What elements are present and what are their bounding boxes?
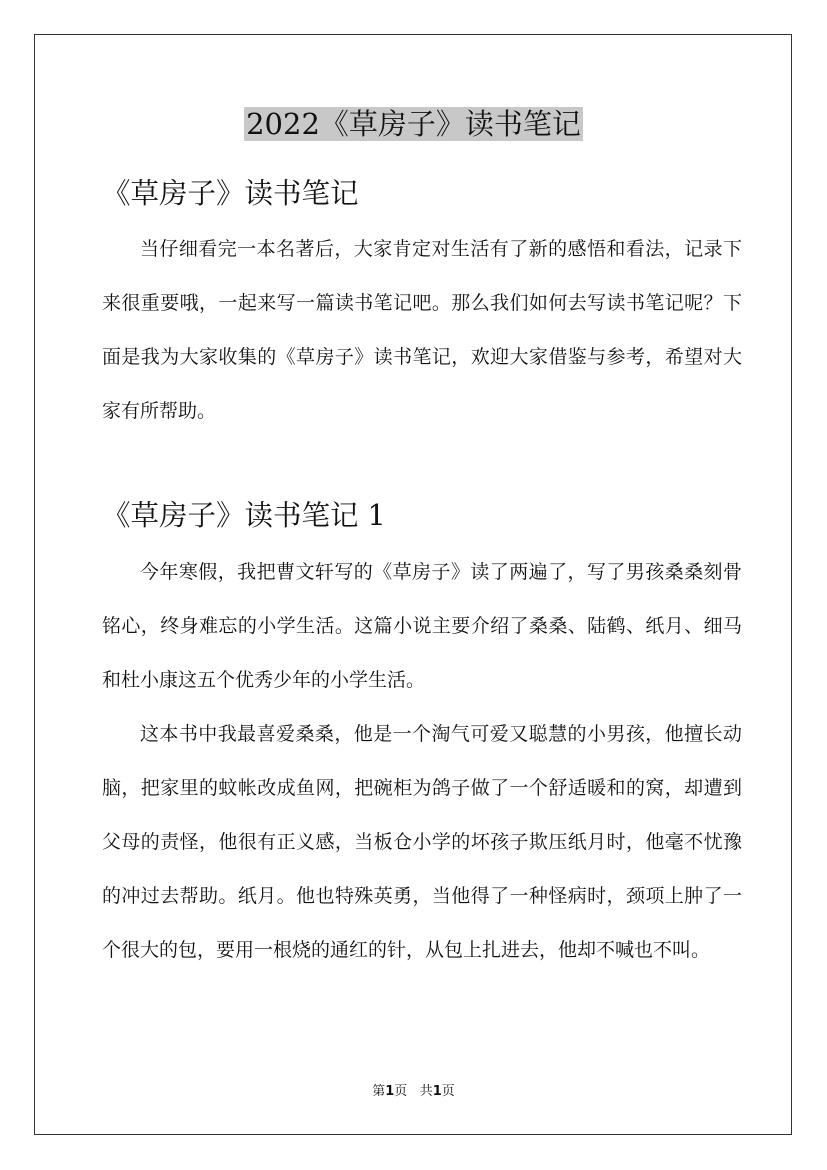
document-title (0, 104, 827, 143)
document-body (102, 174, 742, 977)
footer-page-unit: 页 (394, 1084, 408, 1099)
footer-page-total: 1 (432, 1084, 442, 1099)
section-1-paragraph: 这本书中我最喜爱桑桑，他是一个淘气可爱又聪慧的小男孩，他擅长动脑，把家里的蚊帐改成鱼网，把碗柜为鸽子做了一个舒适暖和的窝，却遭到父母的责怪，他很有正义感，当板仓小学的坏孩子欺压纸月时，他毫不忧豫的冲过去帮助。纸月。他也特殊英勇，当他得了一种怪病时，颈项上肿了一个很大的包，要用一根烧的通红的针，从包上扎进去，他却不喊也不叫。 (102, 723, 742, 961)
footer-total-unit: 页 (441, 1084, 455, 1099)
document-title-text: 2022《草房子》读书笔记 (246, 107, 581, 141)
footer-total-prefix: 共 (419, 1084, 433, 1099)
intro-heading: 《草房子》读书笔记 (102, 177, 359, 210)
footer-page-prefix: 第 (372, 1084, 386, 1099)
footer-page-current: 1 (385, 1084, 395, 1099)
section-1-heading: 《草房子》读书笔记 1 (102, 499, 386, 532)
page-footer (0, 1083, 827, 1101)
section-1-paragraph: 今年寒假，我把曹文轩写的《草房子》读了两遍了，写了男孩桑桑刻骨铭心，终身难忘的小学生活。这篇小说主要介绍了桑桑、陆鹤、纸月、细马和杜小康这五个优秀少年的小学生活。 (102, 561, 742, 691)
intro-paragraph: 当仔细看完一本名著后，大家肯定对生活有了新的感悟和看法，记录下来很重要哦，一起来写一篇读书笔记吧。那么我们如何去写读书笔记呢？下面是我为大家收集的《草房子》读书笔记，欢迎大家借鉴与参考，希望对大家有所帮助。 (102, 238, 742, 422)
